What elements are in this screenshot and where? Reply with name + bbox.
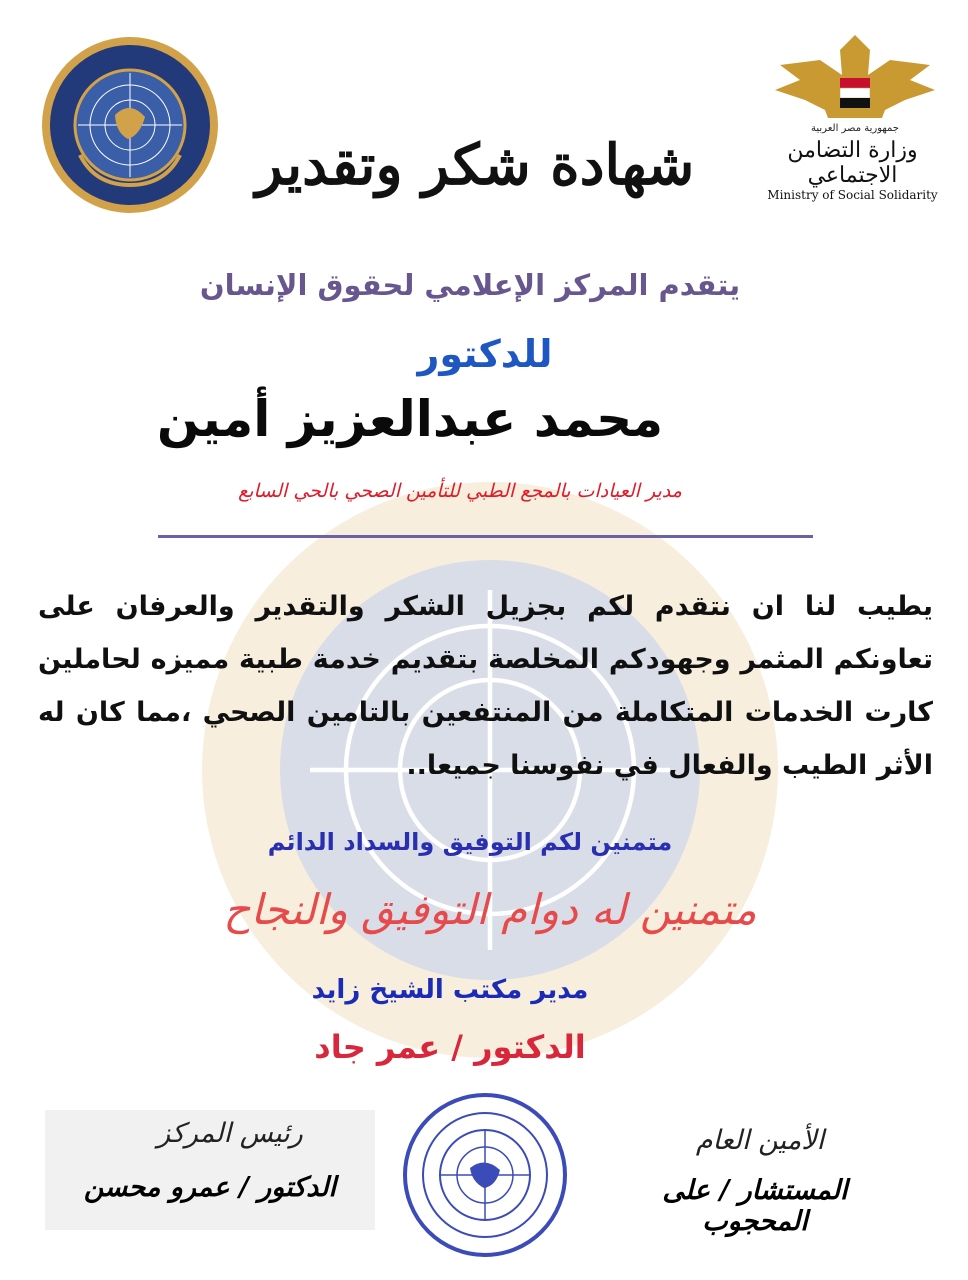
certificate-title: شهادة شكر وتقدير	[255, 132, 695, 198]
official-stamp	[400, 1090, 570, 1260]
center-head-title: رئيس المركز	[157, 1118, 303, 1149]
secretary-general-title: الأمين العام	[695, 1125, 825, 1156]
secretary-general-name: المستشار / على المحجوب	[662, 1175, 848, 1237]
to-doctor-label: للدكتور	[417, 332, 553, 376]
office-manager-role: مدير مكتب الشيخ زايد	[311, 975, 589, 1005]
recipient-title: مدير العيادات بالمجع الطبي للتأمين الصحي بالحي السابع	[238, 480, 682, 502]
wish-script-line: متمنين له دوام التوفيق والنجاح	[223, 885, 757, 934]
media-center-logo	[40, 35, 220, 215]
office-manager-name: الدكتور / عمر جاد	[314, 1028, 586, 1066]
recipient-name: محمد عبدالعزيز أمين	[156, 390, 664, 448]
ministry-name-en: Ministry of Social Solidarity	[767, 188, 938, 202]
center-head-name: الدكتور / عمرو محسن	[83, 1172, 337, 1203]
body-paragraph: يطيب لنا ان نتقدم لكم بجزيل الشكر والتقدير والعرفان على تعاونكم المثمر وجهودكم المخلصة بتقديم خدمة طبية مميزه لحاملين كارت الخدمات المتكاملة من المنتفعين بالتامين الصحي ،مما كان له الأثر الطيب والفعال في نفوسنا جميعا..	[38, 591, 933, 781]
wish-line: متمنين لكم التوفيق والسداد الدائم	[267, 828, 673, 856]
divider	[158, 535, 813, 538]
republic-label: جمهورية مصر العربية	[811, 123, 899, 134]
presenter-line: يتقدم المركز الإعلامي لحقوق الإنسان	[199, 268, 741, 302]
ministry-name-ar: وزارة التضامن الاجتماعي	[787, 138, 918, 188]
